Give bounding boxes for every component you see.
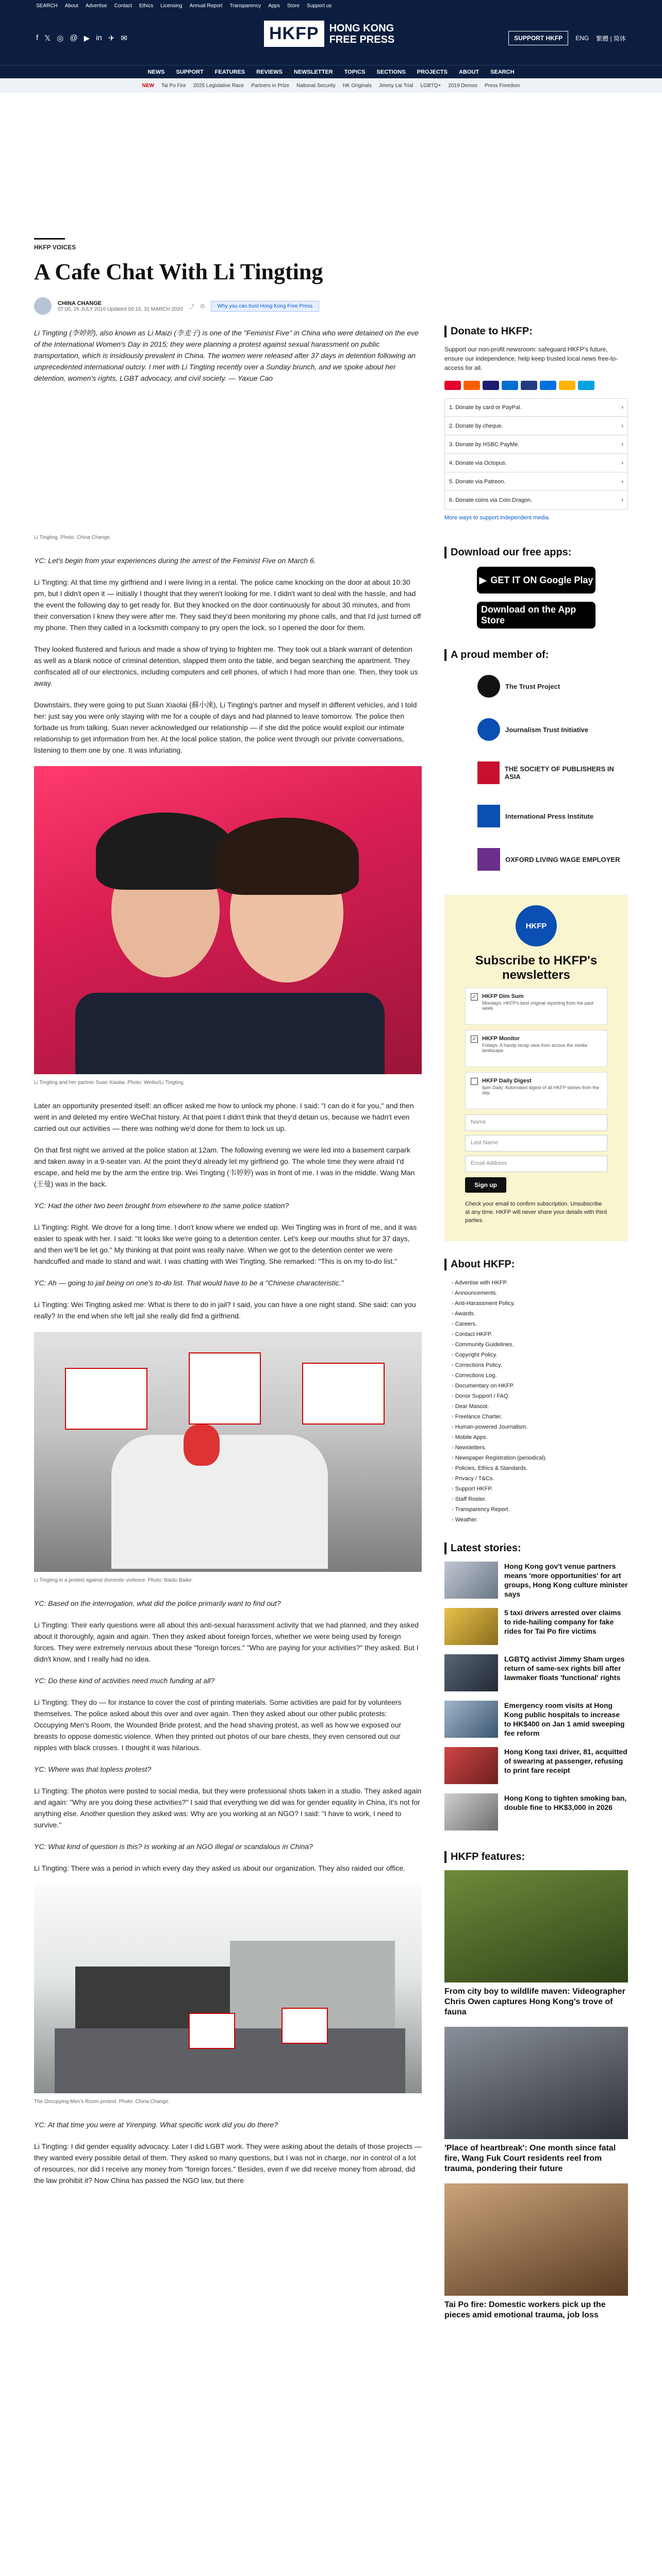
feature-image	[444, 1870, 628, 1982]
language-current[interactable]: ENG	[575, 35, 589, 42]
about-link[interactable]: › Newspaper Registration (periodical).	[452, 1453, 628, 1463]
wedding-dress-shape	[111, 1435, 328, 1569]
article-title: A Cafe Chat With Li Tingting	[34, 259, 323, 284]
sidebar	[444, 93, 628, 2330]
about-link[interactable]: › Documentary on HKFP.	[452, 1381, 628, 1391]
email-field[interactable]: Email Address	[465, 1156, 607, 1172]
answer: Li Tingting: At that time my girlfriend and I were living in a rental. The police came knocking on the door at about 10:30 pm, but I didn't open it — initially I thought that they weren't looking for me. I didn't want to deal with the hassle, and had the event the following day to get ready for. But they knocked on the door continuously for about 30 minutes, and from their conversation I knew they were after me. They said they'd been monitoring my phone calls, and that I'd just turned off my phone. Then they called in a locksmith company to pry open the lock, so I opened the door for them.	[34, 578, 421, 632]
story-title: Hong Kong taxi driver, 81, acquitted of swearing at passenger, refusing to print fare receipt	[504, 1748, 627, 1774]
nav-search[interactable]: SEARCH	[490, 69, 515, 75]
chevron-right-icon: ›	[621, 404, 623, 411]
newsletter-name: HKFP Monitor	[482, 1036, 520, 1042]
checkbox-checked-icon[interactable]: ✓	[471, 993, 478, 1001]
threads-icon[interactable]: @	[70, 33, 78, 42]
author-avatar	[34, 297, 52, 315]
trust-project-icon	[477, 675, 500, 698]
header-actions	[508, 31, 626, 45]
photo-caption: Li Tingting in a protest against domestic violence. Photo: Baidu Baike.	[34, 1578, 193, 1583]
answer: Li Tingting: Right. We drove for a long time. I don't know where we ended up. Wei Tingting was in front of me, and it was easier to speak with her. I said: "It looks like we're going to a detention center. Let's keep our mouths shut for 37 days, and then we'll be let go." My thinking at that point was really naive. When we got to the detention center we were handcuffed and made to stand and wait. I was chatting with Wei Tingting. She remarked: "This is on my to-do list."	[34, 1223, 417, 1265]
article-dates: 07:00, 26 JULY 2016 Updated 00:15, 31 MARCH 2020	[58, 306, 183, 312]
about-link[interactable]: › Copyright Policy.	[452, 1350, 628, 1360]
signup-button[interactable]: Sign up	[465, 1177, 506, 1193]
story-thumbnail	[444, 1562, 498, 1599]
about-link[interactable]: › Anti-Harassment Policy.	[452, 1298, 628, 1309]
topbar-link-support[interactable]: Support us	[306, 3, 332, 9]
feature-title: From city boy to wildlife maven: Videographer Chris Owen captures Hong Kong's trove of fauna	[444, 1987, 625, 2016]
email-icon[interactable]: ✉	[121, 34, 127, 43]
trust-link[interactable]: Why you can trust Hong Kong Free Press	[211, 301, 320, 312]
about-link[interactable]: › Privacy / T&Cs.	[452, 1473, 628, 1484]
newsletter-desc: 6pm Daily: Automated digest of all HKFP stories from the day.	[482, 1085, 599, 1095]
donate-option[interactable]	[444, 454, 628, 472]
trending-bar	[0, 78, 662, 93]
about-link[interactable]: › Staff Roster.	[452, 1494, 628, 1504]
donate-option-label: 1. Donate by card or PayPal.	[449, 404, 522, 411]
chevron-right-icon: ›	[621, 441, 623, 448]
answer: Li Tingting: Their early questions were all about this anti-sexual harassment activity that we had planned, and they asked about it thoroughly, again and again. Then they asked about foreign forces, whether we were being used by foreign forces. They were extremely nervous about these "foreign forces." "Who are paying for your activities?" they asked. But I didn't know, and I really had no idea.	[34, 1621, 419, 1663]
protest-sign	[189, 2013, 235, 2049]
topbar-link-ethics[interactable]: Ethics	[139, 3, 154, 9]
latest-stories	[444, 1543, 628, 1831]
question: YC: What kind of question is this? Is working at an NGO illegal or scandalous in China?	[34, 1842, 313, 1851]
topbar-link-about[interactable]: About	[64, 3, 78, 9]
question: YC: Where was that topless protest?	[34, 1765, 152, 1773]
story-thumbnail	[444, 1654, 498, 1691]
facebook-icon[interactable]: f	[36, 33, 39, 42]
question: YC: Do these kind of activities need much funding at all?	[34, 1676, 215, 1685]
newsletter-desc: Fridays: A handy recap view from across the media landscape.	[482, 1043, 587, 1053]
photo-caption: Li Tingting and her partner Suan Xiaolai. Photo: Weibo/Li Tingting.	[34, 1080, 185, 1086]
photo-caption: Li Tingting. Photo: China Change.	[34, 535, 111, 540]
about-link[interactable]: › Corrections Policy.	[452, 1360, 628, 1370]
story-item[interactable]	[444, 1562, 628, 1599]
print-icon[interactable]: ⎙	[200, 303, 205, 309]
about-widget	[444, 1259, 628, 1525]
social-links	[36, 33, 127, 43]
donate-option[interactable]	[444, 472, 628, 491]
jti-icon	[477, 718, 500, 741]
newsletter-name: HKFP Dim Sum	[482, 993, 524, 999]
answer: Li Tingting: I did gender equality advocacy. Later I did LGBT work. They were asking about the details of those projects — they wanted every possible detail of them. They asked so many questions, but I was not in charge, nor in control of a lot of resources, nor did I receive any money from "foreign forces." Besides, even if we did receive money from abroad, did the law prohibit it? Now China has passed the NGO law, but there	[34, 2142, 422, 2184]
photo-protest	[34, 1332, 422, 1572]
logo-line-2: FREE PRESS	[329, 33, 395, 45]
newsletter-widget	[444, 895, 628, 1241]
linkedin-icon[interactable]: in	[96, 33, 102, 42]
feature-image	[444, 2183, 628, 2296]
unionpay-icon	[483, 381, 499, 390]
about-link[interactable]: › Announcements.	[452, 1288, 628, 1298]
story-title: LGBTQ activist Jimmy Sham urges return of same-sex rights bill after lawmaker floats 'functional' rights	[504, 1655, 625, 1682]
answer: They looked flustered and furious and made a show of trying to frighten me. They took out a blank warrant of detention as well as a blank notice of criminal detention, slapped them onto the table, and began searching the apartment. They confiscated all of our electronics, including computers and cell phones, of which I had more than one. Then, they took us away.	[34, 645, 418, 687]
logo-line-1: HONG KONG	[329, 22, 394, 34]
amex-icon	[502, 381, 518, 390]
answer: Li Tingting: They do — for instance to cover the cost of printing materials. Some activities are paid for by volunteers themselves. The police asked about this over and over again. Then they asked about our other public protests: Occupying Men's Room, the Wounded Bride protest, and the head shaving protest, as well as how we exposed our breasts to oppose domestic violence. When they printed out photos of our bare chests, they even censored out our nipples with black crosses. I thought it was hilarious.	[34, 1698, 402, 1752]
nav-projects[interactable]: PROJECTS	[417, 69, 448, 75]
story-title: Hong Kong to tighten smoking ban, double fine to HK$3,000 in 2026	[504, 1794, 627, 1811]
ipi-icon	[477, 805, 500, 827]
author-name[interactable]: CHINA CHANGE	[58, 300, 102, 307]
story-item[interactable]	[444, 1747, 628, 1784]
nav-sections[interactable]: SECTIONS	[376, 69, 406, 75]
trending-item[interactable]: National Security	[296, 82, 336, 89]
newsletter-option[interactable]	[465, 1030, 607, 1067]
chevron-right-icon: ›	[621, 422, 623, 429]
features-heading: HKFP features:	[444, 1851, 628, 1863]
newsletter-option[interactable]	[465, 1072, 607, 1109]
member-ipi[interactable]	[477, 798, 628, 834]
answer: Later an opportunity presented itself: an officer asked me how to unlock my phone. I said: "I can do it for you," and then went in and deleted my entire WeChat history. At that point I didn't think that they'd detain us, because we hadn't even carried out our activities — there was nothing we'd done for them to lock us up.	[34, 1101, 414, 1132]
about-link[interactable]: › Human-powered Journalism.	[452, 1422, 628, 1432]
feature-title: 'Place of heartbreak': One month since fatal fire, Wang Fuk Court residents reel from trauma, pondering their future	[444, 2144, 616, 2173]
protest-sign	[65, 1368, 147, 1430]
app-store-label: Download on the App Store	[481, 604, 576, 625]
logo-text	[329, 23, 395, 45]
donate-option-label: 6. Donate coins via Coin Dragon.	[449, 497, 533, 503]
instagram-icon[interactable]: ◎	[57, 34, 64, 43]
trending-item[interactable]: 2019 Demos	[448, 82, 477, 89]
payme-icon	[540, 381, 556, 390]
trending-item[interactable]: Jimmy Lai Trial	[378, 82, 413, 89]
photo-caption: The Occupying Men's Room protest. Photo: China Change.	[34, 2099, 170, 2105]
byline	[58, 300, 183, 312]
chevron-right-icon: ›	[621, 460, 623, 466]
nav-topics[interactable]: TOPICS	[344, 69, 366, 75]
story-item[interactable]	[444, 1654, 628, 1691]
topbar-link-transparency[interactable]: Transparency	[229, 3, 261, 9]
about-link[interactable]: › Support HKFP.	[452, 1484, 628, 1494]
x-icon[interactable]: 𝕏	[44, 34, 51, 43]
newsletter-fineprint: Check your email to confirm subscription. Unsubscribe at any time. HKFP will never share your details with third parties.	[465, 1201, 607, 1224]
trending-item[interactable]: 2025 Legislative Race	[193, 82, 244, 89]
topbar-link-store[interactable]: Store	[287, 3, 300, 9]
donate-option-label: 4. Donate via Octopus.	[449, 460, 507, 466]
member-living-wage[interactable]	[477, 841, 628, 877]
chevron-right-icon: ›	[621, 497, 623, 503]
patreon-icon	[578, 381, 594, 390]
checkbox-checked-icon[interactable]: ✓	[471, 1036, 478, 1043]
donate-option[interactable]	[444, 491, 628, 510]
donate-option-label: 3. Donate by HSBC PayMe.	[449, 441, 520, 448]
main-nav	[0, 65, 662, 78]
story-thumbnail	[444, 1701, 498, 1738]
more-ways-link[interactable]: More ways to support independent media.	[444, 515, 550, 521]
member-trust-project[interactable]	[477, 668, 628, 704]
mastercard-icon	[464, 381, 480, 390]
newsletter-info	[482, 993, 602, 1019]
question: YC: Had the other two been brought from elsewhere to the same police station?	[34, 1201, 289, 1210]
topbar-link-apps[interactable]: Apps	[268, 3, 280, 9]
donate-text[interactable]: Support our non-profit newsroom: safeguard HKFP's future, ensure our independence, help keep trusted local news free-to-access for all.	[444, 346, 618, 371]
member-label: THE SOCIETY OF PUBLISHERS IN ASIA	[504, 765, 614, 781]
donate-option[interactable]	[444, 417, 628, 435]
latest-heading: Latest stories:	[444, 1543, 628, 1554]
story-title: Hong Kong gov't venue partners means 'more opportunities' for art groups, Hong Kong culture minister says	[504, 1562, 628, 1598]
trending-item[interactable]: Press Freedom	[484, 82, 520, 89]
youtube-icon[interactable]: ▶	[84, 34, 90, 43]
answer: Downstairs, they were going to put Suan Xiaolai (蘇小淶), Li Tingting's partner and myself in different vehicles, and I told her: just say you were only staying with me for a couple of days and had planned to leave tomorrow. The police then forbade us from talking. Suan never acknowledged our relationship — if she did the police would exploit our intimate relationship to get information from her. At the local police station, the police went through our private conversations, listening to them one by one. It was infuriating.	[34, 701, 417, 754]
about-link[interactable]: › Advertise with HKFP.	[452, 1278, 628, 1288]
newsletter-name: HKFP Daily Digest	[482, 1078, 532, 1084]
about-link[interactable]: › Freelance Charter.	[452, 1412, 628, 1422]
member-label: The Trust Project	[505, 682, 560, 690]
trending-item[interactable]: LGBTQ+	[420, 82, 441, 89]
support-button[interactable]: SUPPORT HKFP	[508, 31, 568, 45]
paypal-icon	[521, 381, 537, 390]
newsletter-desc: Mondays: HKFP's best original reporting from the past week.	[482, 1001, 593, 1011]
about-link[interactable]: › Policies, Ethics & Standards.	[452, 1463, 628, 1473]
nav-about[interactable]: ABOUT	[458, 69, 479, 75]
member-jti[interactable]	[477, 711, 628, 748]
topbar-link-search[interactable]: SEARCH	[36, 3, 58, 9]
member-label: International Press Institute	[505, 812, 594, 820]
topbar-link-annual-report[interactable]: Annual Report	[189, 3, 223, 9]
membership-widget	[444, 649, 628, 877]
answer: Li Tingting: The photos were posted to social media, but they were professional shots taken in a studio. They asked again and again: "Why are you doing these activities?" I said that everything we did was for gender equality in China, it's not for anything else. Another question they asked was: Why are you working at an NGO? I said: "I have to work, I need to survive."	[34, 1787, 422, 1829]
play-icon: ▶	[479, 574, 487, 585]
chevron-right-icon: ›	[621, 478, 623, 485]
visa-icon	[444, 381, 461, 390]
hair-shape	[214, 818, 359, 895]
telegram-icon[interactable]: ✈	[108, 34, 115, 43]
clothing-shape	[75, 993, 385, 1074]
about-link[interactable]: › Mobile Apps.	[452, 1432, 628, 1443]
story-title: Emergency room visits at Hong Kong public hospitals to increase to HK$400 on Jan 1 amid sweeping fee reform	[504, 1701, 625, 1737]
article-meta	[34, 297, 422, 315]
question: YC: Based on the interrogation, what did the police primarily want to find out?	[34, 1599, 281, 1607]
answer: Li Tingting: There was a period in which every day they asked us about our organization. They also raided our office.	[34, 1864, 405, 1872]
trending-item[interactable]: Partners in Prize	[251, 82, 290, 89]
story-item[interactable]	[444, 1701, 628, 1738]
about-link[interactable]: › Careers.	[452, 1319, 628, 1329]
about-link[interactable]: › Weather.	[452, 1515, 628, 1525]
article-body	[34, 327, 422, 2186]
site-header	[0, 11, 662, 65]
about-link[interactable]: › Dear Mascot.	[452, 1401, 628, 1412]
trending-item[interactable]: Tai Po Fire	[161, 82, 186, 89]
google-play-label: GET IT ON Google Play	[490, 574, 593, 585]
apps-heading: Download our free apps:	[444, 547, 628, 558]
donate-option-label: 5. Donate via Patreon.	[449, 478, 506, 485]
about-link[interactable]: › Newsletters.	[452, 1443, 628, 1453]
feature-item[interactable]	[444, 1870, 628, 2018]
donate-option[interactable]	[444, 398, 628, 417]
app-store-button[interactable]	[477, 602, 595, 629]
nav-newsletter[interactable]: NEWSLETTER	[293, 69, 333, 75]
story-item[interactable]	[444, 1793, 628, 1831]
nav-features[interactable]: FEATURES	[214, 69, 245, 75]
feature-item[interactable]	[444, 2183, 628, 2320]
article-kicker[interactable]: HKFP VOICES	[34, 238, 65, 251]
topbar-link-licensing[interactable]: Licensing	[160, 3, 183, 9]
answer: Li Tingting: Wei Tingting asked me: What is there to do in jail? I said, you can have a one night stand. She said: can you really? In the end when she left jail she really did find a girlfriend.	[34, 1300, 416, 1320]
trending-item[interactable]: HK Originals	[342, 82, 372, 89]
member-label: OXFORD LIVING WAGE EMPLOYER	[505, 855, 620, 863]
about-link[interactable]: › Contact HKFP.	[452, 1329, 628, 1340]
feature-image	[444, 2027, 628, 2139]
newsletter-heading: Subscribe to HKFP's newsletters	[475, 954, 598, 982]
about-link[interactable]: › Transparency Report.	[452, 1504, 628, 1515]
google-play-button[interactable]	[477, 567, 595, 594]
story-thumbnail	[444, 1747, 498, 1784]
story-thumbnail	[444, 1793, 498, 1831]
share-icon[interactable]: ⤴	[189, 304, 194, 310]
nav-reviews[interactable]: REVIEWS	[256, 69, 283, 75]
about-link[interactable]: › Community Guidelines.	[452, 1340, 628, 1350]
newsletter-option[interactable]	[465, 988, 607, 1025]
image-placeholder	[34, 394, 422, 532]
article	[34, 93, 422, 2330]
question: YC: Ah — going to jail being on one's to-do list. That would have to be a "Chinese characteristic."	[34, 1279, 344, 1287]
octopus-icon	[559, 381, 575, 390]
donate-widget	[444, 326, 628, 521]
features-widget	[444, 1851, 628, 2320]
topbar-link-contact[interactable]: Contact	[114, 3, 132, 9]
logo-mark: HKFP	[264, 21, 324, 47]
photo-occupy-mens-room	[34, 1884, 422, 2093]
member-heading: A proud member of:	[444, 649, 628, 661]
question: YC: Let's begin from your experiences during the arrest of the Feminist Five on March 6.	[34, 556, 316, 565]
first-name-field[interactable]: Name	[465, 1114, 607, 1131]
answer: On that first night we arrived at the police station at 12am. The following evening we were led into a basement carpark and taken away in a 9-seater van. At the point they'd already let my girlfriend go. The whole time they were afraid I'd escape, and held me by the arm the entire trip. Wei Tingting (韦婷婷) was in front of me. I was in the middle. Wang Man (王曼) was in the back.	[34, 1146, 415, 1188]
donate-heading: Donate to HKFP:	[444, 326, 628, 337]
protest-sign	[302, 1363, 385, 1425]
language-switcher[interactable]: 繁體 | 简体	[596, 35, 626, 42]
newsletter-info	[482, 1036, 602, 1061]
donate-option-label: 2. Donate by cheque.	[449, 422, 503, 429]
story-item[interactable]	[444, 1608, 628, 1645]
story-thumbnail	[444, 1608, 498, 1645]
donate-option[interactable]	[444, 435, 628, 454]
payment-methods	[444, 381, 628, 390]
newsletter-logo: HKFP	[516, 905, 557, 946]
last-name-field[interactable]: Last Name	[465, 1135, 607, 1151]
checkbox-icon[interactable]	[471, 1078, 478, 1085]
apps-widget	[444, 547, 628, 629]
utility-bar	[0, 0, 662, 11]
nav-news[interactable]: NEWS	[147, 69, 165, 75]
photo-li-tingting-and-partner	[34, 766, 422, 1074]
topbar-link-advertise[interactable]: Advertise	[85, 3, 107, 9]
living-wage-icon	[477, 848, 500, 871]
member-sopa[interactable]	[477, 755, 628, 791]
about-heading: About HKFP:	[444, 1259, 628, 1270]
about-link[interactable]: › Awards.	[452, 1309, 628, 1319]
trending-label: NEW	[142, 82, 154, 89]
sopa-icon	[477, 761, 500, 784]
about-list	[444, 1278, 628, 1525]
member-label: Journalism Trust Initiative	[505, 725, 589, 734]
about-link[interactable]: › Corrections Log.	[452, 1370, 628, 1381]
page-body	[0, 93, 662, 2330]
protest-sign	[282, 2008, 328, 2044]
protest-sign	[189, 1352, 261, 1425]
intro-paragraph: Li Tingting (李婷婷), also known as Li Maizi (李麦子) is one of the "Feminist Five" in China who were detained on the eve of the International Women's Day in 2015; they were planning a protest against sexual harassment on public transportation, which is insidiously prevalent in China. The women were released after 37 days in detention following an unprecedented international outcry. I met with Li Tingting recently over a Sunday brunch, and we spoke about her detention, women's rights, LGBT advocacy, and civil society. — Yaxue Cao	[34, 329, 419, 382]
question: YC: At that time you were at Yirenping. What specific work did you do there?	[34, 2121, 278, 2129]
about-link[interactable]: › Donor Support / FAQ.	[452, 1391, 628, 1401]
nav-support[interactable]: SUPPORT	[176, 69, 204, 75]
donate-options	[444, 398, 628, 510]
feature-item[interactable]	[444, 2027, 628, 2174]
newsletter-info	[482, 1078, 602, 1104]
story-title: 5 taxi drivers arrested over claims to ride-hailing company for fake rides for Tai Po fire victims	[504, 1608, 621, 1635]
face-shape	[184, 1425, 220, 1466]
feature-title: Tai Po fire: Domestic workers pick up the pieces amid emotional trauma, job loss	[444, 2300, 606, 2319]
site-logo[interactable]	[264, 21, 394, 47]
